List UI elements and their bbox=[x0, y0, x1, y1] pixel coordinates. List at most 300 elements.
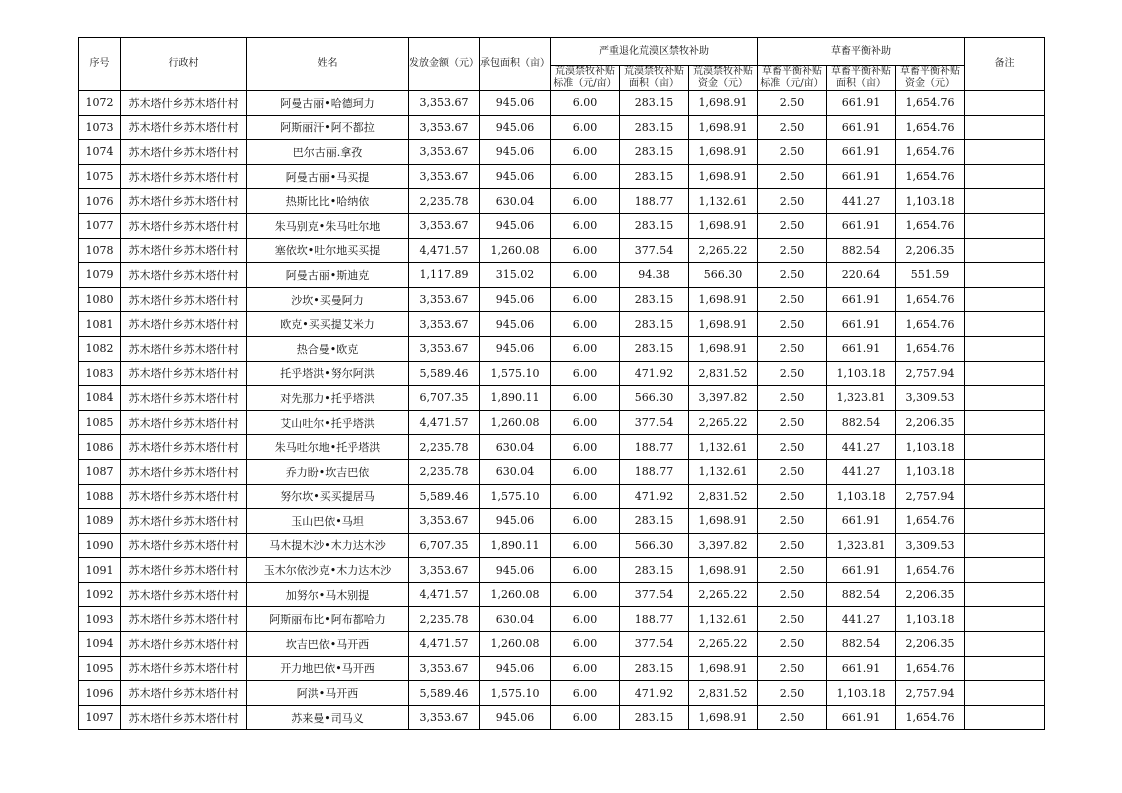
cell-seq: 1080 bbox=[79, 287, 121, 312]
cell-area: 630.04 bbox=[480, 607, 551, 632]
cell-remark bbox=[965, 386, 1045, 411]
cell-area: 1,260.08 bbox=[480, 582, 551, 607]
cell-desert-fund: 1,698.91 bbox=[689, 558, 758, 583]
cell-village: 苏木塔什乡苏木塔什村 bbox=[121, 213, 247, 238]
cell-area: 1,575.10 bbox=[480, 681, 551, 706]
cell-balance-fund: 1,654.76 bbox=[896, 91, 965, 116]
cell-remark bbox=[965, 238, 1045, 263]
cell-balance-standard: 2.50 bbox=[758, 558, 827, 583]
cell-balance-area: 661.91 bbox=[827, 312, 896, 337]
cell-balance-fund: 1,654.76 bbox=[896, 509, 965, 534]
table-row bbox=[79, 263, 1045, 288]
cell-desert-standard: 6.00 bbox=[551, 140, 620, 165]
cell-desert-area: 471.92 bbox=[620, 361, 689, 386]
cell-balance-area: 441.27 bbox=[827, 607, 896, 632]
header-desert-standard: 荒漠禁牧补贴标准（元/亩） bbox=[551, 66, 620, 91]
cell-desert-fund: 1,132.61 bbox=[689, 607, 758, 632]
table-row bbox=[79, 115, 1045, 140]
table-row bbox=[79, 238, 1045, 263]
cell-desert-area: 283.15 bbox=[620, 91, 689, 116]
cell-seq: 1096 bbox=[79, 681, 121, 706]
cell-desert-standard: 6.00 bbox=[551, 164, 620, 189]
cell-balance-fund: 2,757.94 bbox=[896, 681, 965, 706]
cell-name: 阿斯丽汗•阿不都拉 bbox=[247, 115, 409, 140]
cell-amount: 2,235.78 bbox=[409, 607, 480, 632]
cell-amount: 3,353.67 bbox=[409, 140, 480, 165]
cell-name: 朱马吐尔地•托乎塔洪 bbox=[247, 435, 409, 460]
cell-balance-standard: 2.50 bbox=[758, 656, 827, 681]
cell-seq: 1081 bbox=[79, 312, 121, 337]
table-body bbox=[79, 91, 1045, 730]
cell-amount: 3,353.67 bbox=[409, 91, 480, 116]
table-row bbox=[79, 705, 1045, 730]
cell-desert-standard: 6.00 bbox=[551, 459, 620, 484]
cell-remark bbox=[965, 410, 1045, 435]
cell-desert-fund: 2,265.22 bbox=[689, 632, 758, 657]
cell-desert-area: 94.38 bbox=[620, 263, 689, 288]
cell-desert-standard: 6.00 bbox=[551, 656, 620, 681]
cell-desert-standard: 6.00 bbox=[551, 189, 620, 214]
header-group-balance: 草畜平衡补助 bbox=[758, 38, 965, 66]
cell-desert-standard: 6.00 bbox=[551, 632, 620, 657]
cell-village: 苏木塔什乡苏木塔什村 bbox=[121, 91, 247, 116]
cell-balance-area: 1,103.18 bbox=[827, 361, 896, 386]
cell-desert-area: 377.54 bbox=[620, 410, 689, 435]
header-group-desert: 严重退化荒漠区禁牧补助 bbox=[551, 38, 758, 66]
cell-balance-standard: 2.50 bbox=[758, 459, 827, 484]
cell-desert-area: 283.15 bbox=[620, 287, 689, 312]
table-row bbox=[79, 484, 1045, 509]
cell-area: 945.06 bbox=[480, 656, 551, 681]
cell-village: 苏木塔什乡苏木塔什村 bbox=[121, 705, 247, 730]
cell-name: 阿曼古丽•哈德珂力 bbox=[247, 91, 409, 116]
cell-balance-standard: 2.50 bbox=[758, 263, 827, 288]
table-row bbox=[79, 140, 1045, 165]
table-row bbox=[79, 189, 1045, 214]
header-balance-standard: 草畜平衡补贴标准（元/亩） bbox=[758, 66, 827, 91]
cell-balance-area: 882.54 bbox=[827, 410, 896, 435]
cell-desert-area: 283.15 bbox=[620, 509, 689, 534]
cell-desert-area: 283.15 bbox=[620, 336, 689, 361]
cell-desert-fund: 2,831.52 bbox=[689, 681, 758, 706]
cell-village: 苏木塔什乡苏木塔什村 bbox=[121, 632, 247, 657]
table-row bbox=[79, 558, 1045, 583]
cell-seq: 1085 bbox=[79, 410, 121, 435]
cell-desert-fund: 1,698.91 bbox=[689, 312, 758, 337]
table-row bbox=[79, 361, 1045, 386]
cell-village: 苏木塔什乡苏木塔什村 bbox=[121, 582, 247, 607]
cell-seq: 1088 bbox=[79, 484, 121, 509]
cell-seq: 1086 bbox=[79, 435, 121, 460]
cell-desert-standard: 6.00 bbox=[551, 361, 620, 386]
cell-name: 热斯比比•哈纳依 bbox=[247, 189, 409, 214]
cell-name: 热合曼•欧克 bbox=[247, 336, 409, 361]
cell-area: 1,260.08 bbox=[480, 632, 551, 657]
cell-amount: 4,471.57 bbox=[409, 410, 480, 435]
cell-remark bbox=[965, 140, 1045, 165]
cell-remark bbox=[965, 263, 1045, 288]
cell-desert-area: 377.54 bbox=[620, 632, 689, 657]
header-name: 姓名 bbox=[247, 38, 409, 91]
cell-amount: 3,353.67 bbox=[409, 287, 480, 312]
cell-balance-fund: 1,654.76 bbox=[896, 558, 965, 583]
cell-balance-standard: 2.50 bbox=[758, 213, 827, 238]
cell-balance-standard: 2.50 bbox=[758, 386, 827, 411]
cell-balance-area: 441.27 bbox=[827, 189, 896, 214]
cell-desert-area: 188.77 bbox=[620, 459, 689, 484]
cell-balance-area: 661.91 bbox=[827, 91, 896, 116]
cell-balance-fund: 1,654.76 bbox=[896, 140, 965, 165]
cell-balance-fund: 1,654.76 bbox=[896, 705, 965, 730]
cell-desert-standard: 6.00 bbox=[551, 435, 620, 460]
cell-desert-fund: 2,265.22 bbox=[689, 410, 758, 435]
cell-area: 1,260.08 bbox=[480, 238, 551, 263]
cell-seq: 1089 bbox=[79, 509, 121, 534]
cell-seq: 1072 bbox=[79, 91, 121, 116]
table-row bbox=[79, 386, 1045, 411]
cell-balance-area: 661.91 bbox=[827, 558, 896, 583]
table-row bbox=[79, 632, 1045, 657]
cell-seq: 1075 bbox=[79, 164, 121, 189]
cell-balance-standard: 2.50 bbox=[758, 238, 827, 263]
cell-balance-standard: 2.50 bbox=[758, 632, 827, 657]
cell-amount: 3,353.67 bbox=[409, 705, 480, 730]
cell-balance-fund: 1,654.76 bbox=[896, 115, 965, 140]
cell-remark bbox=[965, 312, 1045, 337]
cell-village: 苏木塔什乡苏木塔什村 bbox=[121, 312, 247, 337]
cell-desert-standard: 6.00 bbox=[551, 336, 620, 361]
cell-desert-standard: 6.00 bbox=[551, 681, 620, 706]
cell-village: 苏木塔什乡苏木塔什村 bbox=[121, 336, 247, 361]
cell-area: 945.06 bbox=[480, 558, 551, 583]
cell-remark bbox=[965, 287, 1045, 312]
table-row bbox=[79, 681, 1045, 706]
cell-desert-standard: 6.00 bbox=[551, 386, 620, 411]
cell-seq: 1087 bbox=[79, 459, 121, 484]
cell-desert-fund: 2,265.22 bbox=[689, 582, 758, 607]
cell-village: 苏木塔什乡苏木塔什村 bbox=[121, 189, 247, 214]
cell-area: 945.06 bbox=[480, 115, 551, 140]
cell-area: 1,890.11 bbox=[480, 533, 551, 558]
cell-village: 苏木塔什乡苏木塔什村 bbox=[121, 238, 247, 263]
cell-amount: 3,353.67 bbox=[409, 558, 480, 583]
cell-area: 945.06 bbox=[480, 336, 551, 361]
cell-balance-standard: 2.50 bbox=[758, 336, 827, 361]
cell-desert-standard: 6.00 bbox=[551, 509, 620, 534]
cell-remark bbox=[965, 509, 1045, 534]
cell-balance-standard: 2.50 bbox=[758, 705, 827, 730]
cell-name: 阿洪•马开西 bbox=[247, 681, 409, 706]
cell-area: 945.06 bbox=[480, 509, 551, 534]
cell-balance-area: 441.27 bbox=[827, 435, 896, 460]
cell-village: 苏木塔什乡苏木塔什村 bbox=[121, 115, 247, 140]
cell-desert-standard: 6.00 bbox=[551, 533, 620, 558]
cell-remark bbox=[965, 91, 1045, 116]
cell-balance-standard: 2.50 bbox=[758, 582, 827, 607]
cell-area: 630.04 bbox=[480, 189, 551, 214]
cell-area: 630.04 bbox=[480, 459, 551, 484]
header-village: 行政村 bbox=[121, 38, 247, 91]
cell-desert-fund: 2,831.52 bbox=[689, 361, 758, 386]
table-row bbox=[79, 582, 1045, 607]
header-seq: 序号 bbox=[79, 38, 121, 91]
table-row bbox=[79, 607, 1045, 632]
cell-desert-standard: 6.00 bbox=[551, 484, 620, 509]
cell-seq: 1073 bbox=[79, 115, 121, 140]
cell-balance-fund: 2,206.35 bbox=[896, 238, 965, 263]
cell-balance-standard: 2.50 bbox=[758, 681, 827, 706]
cell-desert-standard: 6.00 bbox=[551, 91, 620, 116]
cell-desert-area: 471.92 bbox=[620, 484, 689, 509]
cell-balance-standard: 2.50 bbox=[758, 140, 827, 165]
cell-village: 苏木塔什乡苏木塔什村 bbox=[121, 459, 247, 484]
cell-balance-fund: 3,309.53 bbox=[896, 533, 965, 558]
cell-balance-fund: 2,206.35 bbox=[896, 410, 965, 435]
header-amount: 发放金额（元） bbox=[409, 38, 480, 91]
cell-desert-fund: 1,698.91 bbox=[689, 656, 758, 681]
cell-remark bbox=[965, 607, 1045, 632]
cell-village: 苏木塔什乡苏木塔什村 bbox=[121, 263, 247, 288]
cell-name: 阿曼古丽•斯迪克 bbox=[247, 263, 409, 288]
table-row bbox=[79, 287, 1045, 312]
cell-desert-area: 283.15 bbox=[620, 656, 689, 681]
cell-name: 巴尔古丽.拿孜 bbox=[247, 140, 409, 165]
cell-village: 苏木塔什乡苏木塔什村 bbox=[121, 140, 247, 165]
cell-name: 欧克•买买提艾米力 bbox=[247, 312, 409, 337]
table-row bbox=[79, 509, 1045, 534]
cell-balance-fund: 1,103.18 bbox=[896, 189, 965, 214]
cell-name: 加努尔•马木别提 bbox=[247, 582, 409, 607]
cell-desert-standard: 6.00 bbox=[551, 312, 620, 337]
cell-amount: 2,235.78 bbox=[409, 459, 480, 484]
cell-desert-standard: 6.00 bbox=[551, 263, 620, 288]
cell-name: 对先那力•托乎塔洪 bbox=[247, 386, 409, 411]
cell-seq: 1084 bbox=[79, 386, 121, 411]
cell-amount: 3,353.67 bbox=[409, 656, 480, 681]
cell-amount: 3,353.67 bbox=[409, 164, 480, 189]
cell-desert-standard: 6.00 bbox=[551, 582, 620, 607]
cell-desert-area: 566.30 bbox=[620, 386, 689, 411]
cell-village: 苏木塔什乡苏木塔什村 bbox=[121, 410, 247, 435]
cell-desert-fund: 1,698.91 bbox=[689, 509, 758, 534]
cell-balance-fund: 3,309.53 bbox=[896, 386, 965, 411]
cell-desert-standard: 6.00 bbox=[551, 705, 620, 730]
cell-balance-standard: 2.50 bbox=[758, 509, 827, 534]
cell-name: 开力地巴依•马开西 bbox=[247, 656, 409, 681]
cell-desert-fund: 3,397.82 bbox=[689, 386, 758, 411]
cell-village: 苏木塔什乡苏木塔什村 bbox=[121, 509, 247, 534]
header-balance-area: 草畜平衡补贴面积（亩） bbox=[827, 66, 896, 91]
cell-village: 苏木塔什乡苏木塔什村 bbox=[121, 681, 247, 706]
cell-amount: 3,353.67 bbox=[409, 115, 480, 140]
cell-seq: 1077 bbox=[79, 213, 121, 238]
cell-balance-standard: 2.50 bbox=[758, 533, 827, 558]
table-row bbox=[79, 164, 1045, 189]
cell-village: 苏木塔什乡苏木塔什村 bbox=[121, 164, 247, 189]
cell-remark bbox=[965, 336, 1045, 361]
cell-balance-standard: 2.50 bbox=[758, 484, 827, 509]
cell-remark bbox=[965, 115, 1045, 140]
cell-desert-area: 283.15 bbox=[620, 312, 689, 337]
cell-desert-fund: 1,698.91 bbox=[689, 164, 758, 189]
header-remark: 备注 bbox=[965, 38, 1045, 91]
cell-balance-standard: 2.50 bbox=[758, 189, 827, 214]
cell-remark bbox=[965, 435, 1045, 460]
cell-desert-area: 188.77 bbox=[620, 189, 689, 214]
cell-desert-area: 188.77 bbox=[620, 607, 689, 632]
header-area: 承包面积（亩） bbox=[480, 38, 551, 91]
cell-amount: 4,471.57 bbox=[409, 582, 480, 607]
cell-name: 乔力盼•坎吉巴依 bbox=[247, 459, 409, 484]
cell-balance-area: 1,323.81 bbox=[827, 533, 896, 558]
cell-amount: 5,589.46 bbox=[409, 484, 480, 509]
cell-village: 苏木塔什乡苏木塔什村 bbox=[121, 287, 247, 312]
cell-seq: 1094 bbox=[79, 632, 121, 657]
cell-desert-fund: 1,132.61 bbox=[689, 435, 758, 460]
subsidy-table bbox=[78, 37, 1045, 730]
cell-village: 苏木塔什乡苏木塔什村 bbox=[121, 533, 247, 558]
header-desert-area: 荒漠禁牧补贴面积（亩） bbox=[620, 66, 689, 91]
cell-amount: 5,589.46 bbox=[409, 681, 480, 706]
cell-area: 945.06 bbox=[480, 287, 551, 312]
cell-seq: 1090 bbox=[79, 533, 121, 558]
cell-balance-area: 1,103.18 bbox=[827, 681, 896, 706]
cell-village: 苏木塔什乡苏木塔什村 bbox=[121, 656, 247, 681]
cell-name: 托乎塔洪•努尔阿洪 bbox=[247, 361, 409, 386]
cell-balance-standard: 2.50 bbox=[758, 312, 827, 337]
cell-amount: 5,589.46 bbox=[409, 361, 480, 386]
cell-area: 945.06 bbox=[480, 91, 551, 116]
cell-seq: 1091 bbox=[79, 558, 121, 583]
cell-seq: 1078 bbox=[79, 238, 121, 263]
cell-balance-area: 441.27 bbox=[827, 459, 896, 484]
cell-desert-fund: 1,698.91 bbox=[689, 705, 758, 730]
cell-desert-standard: 6.00 bbox=[551, 607, 620, 632]
cell-seq: 1092 bbox=[79, 582, 121, 607]
cell-desert-standard: 6.00 bbox=[551, 115, 620, 140]
cell-desert-area: 283.15 bbox=[620, 213, 689, 238]
cell-seq: 1079 bbox=[79, 263, 121, 288]
cell-name: 努尔坎•买买提居马 bbox=[247, 484, 409, 509]
cell-desert-area: 283.15 bbox=[620, 558, 689, 583]
cell-desert-fund: 1,698.91 bbox=[689, 336, 758, 361]
cell-desert-fund: 1,698.91 bbox=[689, 115, 758, 140]
cell-desert-fund: 2,831.52 bbox=[689, 484, 758, 509]
cell-remark bbox=[965, 164, 1045, 189]
cell-remark bbox=[965, 705, 1045, 730]
cell-balance-fund: 2,757.94 bbox=[896, 361, 965, 386]
cell-amount: 4,471.57 bbox=[409, 238, 480, 263]
cell-desert-area: 283.15 bbox=[620, 115, 689, 140]
cell-desert-fund: 1,698.91 bbox=[689, 287, 758, 312]
cell-area: 315.02 bbox=[480, 263, 551, 288]
cell-balance-fund: 1,654.76 bbox=[896, 164, 965, 189]
cell-area: 630.04 bbox=[480, 435, 551, 460]
cell-area: 1,260.08 bbox=[480, 410, 551, 435]
cell-desert-fund: 1,698.91 bbox=[689, 213, 758, 238]
cell-seq: 1095 bbox=[79, 656, 121, 681]
cell-remark bbox=[965, 582, 1045, 607]
cell-amount: 2,235.78 bbox=[409, 189, 480, 214]
cell-desert-standard: 6.00 bbox=[551, 410, 620, 435]
cell-balance-fund: 551.59 bbox=[896, 263, 965, 288]
cell-seq: 1082 bbox=[79, 336, 121, 361]
table-row bbox=[79, 213, 1045, 238]
cell-desert-area: 566.30 bbox=[620, 533, 689, 558]
cell-area: 945.06 bbox=[480, 213, 551, 238]
cell-balance-area: 661.91 bbox=[827, 705, 896, 730]
cell-balance-fund: 2,206.35 bbox=[896, 632, 965, 657]
cell-balance-standard: 2.50 bbox=[758, 410, 827, 435]
cell-area: 1,890.11 bbox=[480, 386, 551, 411]
cell-village: 苏木塔什乡苏木塔什村 bbox=[121, 558, 247, 583]
table-row bbox=[79, 91, 1045, 116]
cell-seq: 1076 bbox=[79, 189, 121, 214]
cell-area: 945.06 bbox=[480, 140, 551, 165]
cell-balance-area: 882.54 bbox=[827, 582, 896, 607]
cell-desert-area: 471.92 bbox=[620, 681, 689, 706]
cell-remark bbox=[965, 459, 1045, 484]
cell-name: 马木提木沙•木力达木沙 bbox=[247, 533, 409, 558]
cell-village: 苏木塔什乡苏木塔什村 bbox=[121, 435, 247, 460]
cell-desert-fund: 1,132.61 bbox=[689, 459, 758, 484]
cell-remark bbox=[965, 189, 1045, 214]
cell-desert-standard: 6.00 bbox=[551, 558, 620, 583]
cell-balance-fund: 1,103.18 bbox=[896, 607, 965, 632]
table-header bbox=[79, 38, 1045, 91]
table-row bbox=[79, 656, 1045, 681]
cell-remark bbox=[965, 558, 1045, 583]
cell-name: 阿斯丽布比•阿布都哈力 bbox=[247, 607, 409, 632]
cell-remark bbox=[965, 484, 1045, 509]
cell-village: 苏木塔什乡苏木塔什村 bbox=[121, 607, 247, 632]
cell-desert-area: 377.54 bbox=[620, 582, 689, 607]
cell-desert-fund: 3,397.82 bbox=[689, 533, 758, 558]
cell-name: 朱马别克•朱马吐尔地 bbox=[247, 213, 409, 238]
cell-name: 坎吉巴依•马开西 bbox=[247, 632, 409, 657]
cell-seq: 1074 bbox=[79, 140, 121, 165]
cell-balance-fund: 1,103.18 bbox=[896, 435, 965, 460]
cell-balance-area: 661.91 bbox=[827, 164, 896, 189]
cell-name: 玉木尔依沙克•木力达木沙 bbox=[247, 558, 409, 583]
cell-balance-fund: 2,206.35 bbox=[896, 582, 965, 607]
cell-balance-standard: 2.50 bbox=[758, 361, 827, 386]
cell-area: 945.06 bbox=[480, 312, 551, 337]
table-row bbox=[79, 533, 1045, 558]
cell-balance-area: 661.91 bbox=[827, 140, 896, 165]
cell-balance-fund: 1,654.76 bbox=[896, 336, 965, 361]
cell-balance-area: 661.91 bbox=[827, 115, 896, 140]
cell-desert-area: 188.77 bbox=[620, 435, 689, 460]
cell-balance-area: 661.91 bbox=[827, 509, 896, 534]
cell-remark bbox=[965, 632, 1045, 657]
cell-balance-fund: 1,654.76 bbox=[896, 656, 965, 681]
cell-balance-standard: 2.50 bbox=[758, 115, 827, 140]
cell-balance-area: 882.54 bbox=[827, 238, 896, 263]
cell-amount: 3,353.67 bbox=[409, 509, 480, 534]
cell-desert-fund: 1,132.61 bbox=[689, 189, 758, 214]
cell-village: 苏木塔什乡苏木塔什村 bbox=[121, 484, 247, 509]
cell-amount: 1,117.89 bbox=[409, 263, 480, 288]
cell-balance-standard: 2.50 bbox=[758, 607, 827, 632]
cell-balance-fund: 1,654.76 bbox=[896, 213, 965, 238]
table-row bbox=[79, 410, 1045, 435]
cell-balance-area: 661.91 bbox=[827, 287, 896, 312]
cell-balance-area: 661.91 bbox=[827, 656, 896, 681]
cell-name: 塞依坎•吐尔地买买提 bbox=[247, 238, 409, 263]
cell-desert-fund: 566.30 bbox=[689, 263, 758, 288]
cell-balance-standard: 2.50 bbox=[758, 287, 827, 312]
